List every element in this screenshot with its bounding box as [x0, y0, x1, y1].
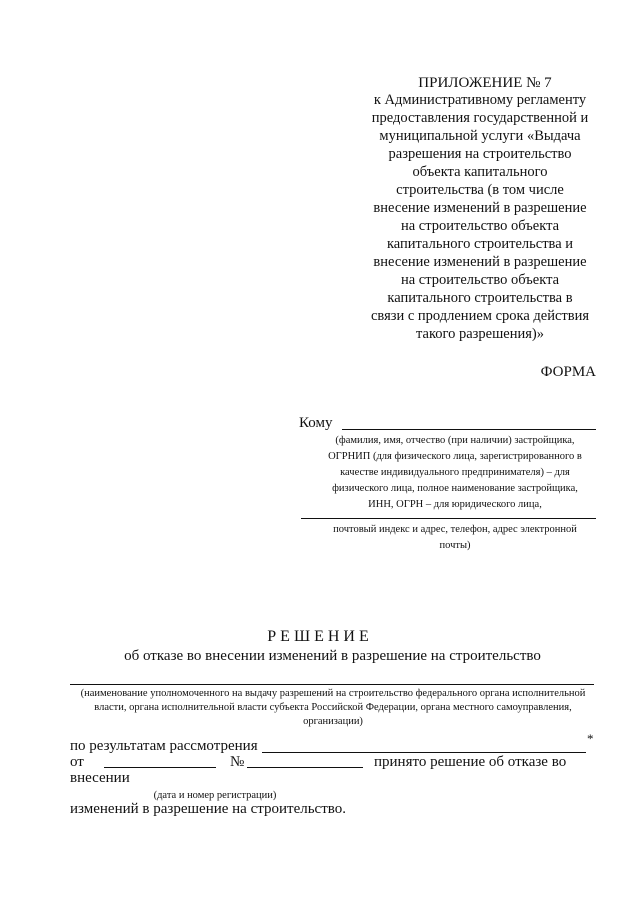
date-note: (дата и номер регистрации) [153, 790, 277, 801]
appendix-line: разрешения на строительство [388, 146, 572, 162]
appendix-line: к Административному регламенту [373, 92, 587, 108]
appendix-line: внесение изменений в разрешение [373, 254, 587, 270]
authority-note: власти, органа исполнительной власти субъекта Российской Федерации, органа местного самоуправления, [94, 702, 572, 713]
form-label: ФОРМА [540, 364, 596, 380]
appendix-line: такого разрешения)» [416, 326, 544, 342]
appendix-line: капитального строительства в [387, 290, 573, 306]
registration-number-field[interactable] [247, 767, 363, 768]
addressee-label: Кому [299, 415, 333, 431]
addressee-note: (фамилия, имя, отчество (при наличии) застройщика, [335, 435, 575, 446]
addressee-address-field[interactable] [301, 518, 596, 519]
addressee-note: качестве индивидуального предпринимателя) – для [340, 467, 570, 478]
appendix-line: внесение изменений в разрешение [373, 200, 587, 216]
addressee-note: физического лица, полное наименование застройщика, [332, 483, 578, 494]
addressee-note: ИНН, ОГРН – для юридического лица, [368, 499, 542, 510]
appendix-line: предоставления государственной и [371, 110, 589, 126]
postal-note: почтовый индекс и адрес, телефон, адрес электронной [333, 524, 577, 535]
appendix-line: капитального строительства и [386, 236, 574, 252]
body-line-2: внесении [70, 770, 130, 786]
body-line-3: изменений в разрешение на строительство. [70, 801, 346, 817]
appendix-line: объекта капитального [412, 164, 548, 180]
registration-date-field[interactable] [104, 767, 216, 768]
authority-note: (наименование уполномоченного на выдачу разрешений на строительство федерального органа исполнительной [80, 688, 586, 699]
decision-text: принято решение об отказе во [374, 754, 567, 770]
review-text: по результатам рассмотрения [70, 738, 258, 754]
appendix-line: на строительство объекта [400, 218, 560, 234]
appendix-line: связи с продлением срока действия [370, 308, 590, 324]
appendix-line: муниципальной услуги «Выдача [379, 128, 581, 144]
addressee-name-field[interactable] [342, 429, 596, 430]
appendix-title: ПРИЛОЖЕНИЕ № 7 [418, 75, 552, 91]
number-label: № [230, 754, 245, 770]
decision-subtitle: об отказе во внесении изменений в разрешение на строительство [124, 648, 541, 664]
appendix-line: на строительство объекта [400, 272, 560, 288]
authority-note: организации) [303, 716, 363, 727]
from-label: от [70, 754, 84, 770]
footnote-asterisk: * [587, 731, 594, 746]
decision-title: РЕШЕНИЕ [267, 628, 373, 645]
authority-field[interactable] [70, 684, 594, 685]
addressee-note: ОГРНИП (для физического лица, зарегистрированного в [328, 451, 582, 462]
postal-note: почты) [439, 540, 471, 551]
appendix-line: строительства (в том числе [396, 182, 564, 198]
